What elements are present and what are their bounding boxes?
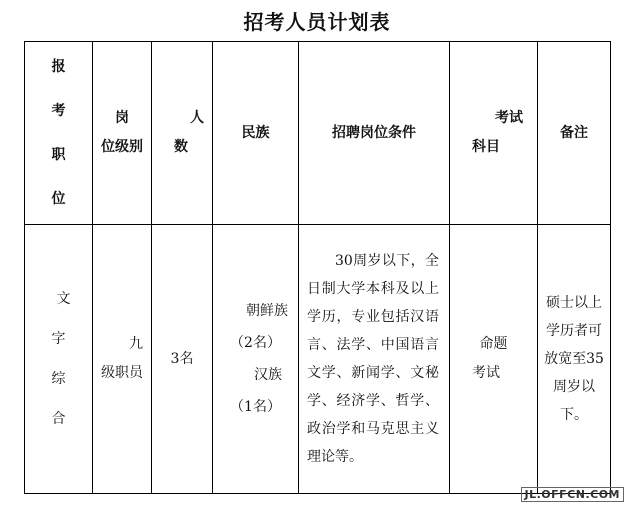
cell-notes bbox=[538, 225, 611, 494]
cell-exam-line: 考试 bbox=[472, 365, 500, 381]
watermark-logo: JL.OFFCN.COM bbox=[521, 487, 625, 502]
header-row bbox=[25, 42, 611, 225]
table-row bbox=[25, 225, 611, 494]
cell-ethnicity-line: （2名） bbox=[230, 335, 281, 351]
recruitment-plan-table bbox=[24, 41, 611, 494]
header-conditions: 招聘岗位条件 bbox=[299, 42, 450, 225]
header-count bbox=[152, 42, 213, 225]
header-position-char: 考 bbox=[51, 103, 66, 119]
cell-position-char: 综 bbox=[51, 371, 66, 387]
header-position-char: 位 bbox=[51, 191, 66, 207]
header-ethnicity: 民族 bbox=[213, 42, 299, 225]
header-exam-line: 考试 bbox=[495, 110, 523, 126]
header-position bbox=[25, 42, 93, 225]
cell-position bbox=[25, 225, 93, 494]
header-level-line: 岗 bbox=[115, 110, 129, 126]
cell-ethnicity-line: （1名） bbox=[230, 399, 281, 415]
cell-ethnicity-line: 朝鲜族 bbox=[246, 303, 288, 319]
header-position-char: 报 bbox=[51, 59, 66, 75]
cell-level-line: 级职员 bbox=[101, 365, 143, 381]
cell-notes-text: 硕士以上学历者可放宽至35周岁以下。 bbox=[544, 295, 604, 423]
cell-count: 3名 bbox=[152, 225, 213, 494]
header-level bbox=[93, 42, 152, 225]
header-count-line: 数 bbox=[174, 139, 188, 155]
cell-conditions bbox=[299, 225, 450, 494]
cell-position-char: 字 bbox=[51, 331, 66, 347]
cell-ethnicity bbox=[213, 225, 299, 494]
cell-position-char: 文 bbox=[56, 291, 71, 307]
header-position-char: 职 bbox=[51, 147, 66, 163]
cell-exam bbox=[450, 225, 538, 494]
cell-position-char: 合 bbox=[51, 411, 66, 427]
header-exam bbox=[450, 42, 538, 225]
header-exam-line: 科目 bbox=[472, 139, 500, 155]
cell-conditions-text: 30周岁以下，全日制大学本科及以上学历，专业包括汉语言、法学、中国语言文学、新闻学、文秘学、经济学、哲学、政治学和马克思主义理论等。 bbox=[307, 253, 439, 465]
cell-ethnicity-line: 汉族 bbox=[254, 367, 282, 383]
header-count-line: 人 bbox=[190, 110, 204, 126]
cell-exam-line: 命题 bbox=[479, 336, 508, 352]
cell-level-line: 九 bbox=[129, 336, 143, 352]
page-title: 招考人员计划表 bbox=[243, 10, 391, 34]
header-notes: 备注 bbox=[538, 42, 611, 225]
header-level-line: 位级别 bbox=[101, 139, 143, 155]
cell-level bbox=[93, 225, 152, 494]
